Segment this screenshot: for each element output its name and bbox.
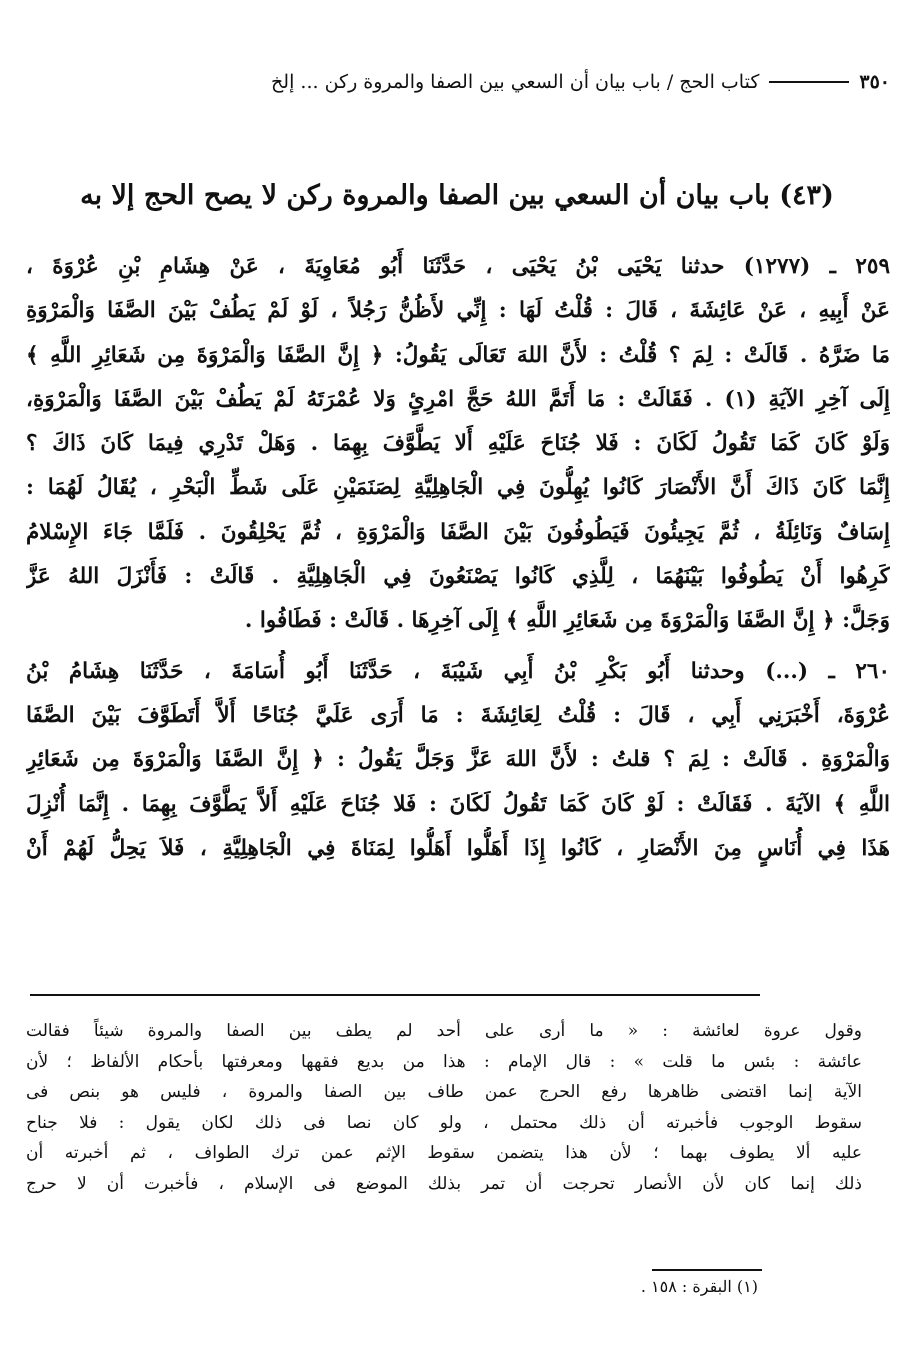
- hadith-line: اللَّهِ ﴾ الآيَةَ . فَقَالَتْ : لَوْ كَانَ كَمَا تَقُولُ لَكَانَ : فَلا جُنَاحَ عَلَيْهِ أَلاَّ يَطَّوَّفَ بِهِمَا . إِنَّمَا أُنْزِلَ: [26, 791, 890, 817]
- footnote: (١) البقرة : ١٥٨ .: [640, 1277, 758, 1296]
- hadith-line: كَرِهُوا أَنْ يَطُوفُوا بَيْنَهُمَا ، لِلَّذِي كَانُوا يَصْنَعُونَ فِي الْجَاهِلِيَّةِ . قَالَتْ : فَأَنْزَلَ اللهُ عَزَّ: [26, 564, 890, 590]
- header-title: كتاب الحج / باب بيان أن السعي بين الصفا والمروة ركن ... إلخ: [271, 71, 760, 93]
- hadith-line: ٢٦٠ ـ (...) وحدثنا أَبُو بَكْرِ بْنُ أَبِي شَيْبَةَ ، حَدَّثَنَا أَبُو أُسَامَةَ ، حَدَّثَنَا هِشَامُ بْنُ: [26, 658, 890, 684]
- hadith-line: عَنْ أَبِيهِ ، عَنْ عَائِشَةَ ، قَالَ : قُلْتُ لَهَا : إِنِّي لأَظُنُّ رَجُلاً ، لَوْ لَمْ يَطُفْ بَيْنَ الصَّفَا وَالْمَرْوَةِ: [26, 298, 890, 324]
- commentary-text: [26, 1016, 862, 1200]
- commentary-separator: [30, 994, 760, 996]
- footnote-separator: [652, 1269, 762, 1271]
- commentary-line: عائشة : بئس ما قلت » : قال الإمام : هذا من بديع فقهها ومعرفتها بأحكام الألفاظ ؛ لأن: [26, 1051, 862, 1072]
- hadith-line: عُرْوَةَ، أَخْبَرَنِي أَبِي ، قَالَ : قُلْتُ لِعَائِشَةَ : مَا أَرَى عَلَيَّ جُنَاحًا أَلاَّ أَتَطَوَّفَ بَيْنَ الصَّفَا: [26, 702, 890, 728]
- hadith-line: مَا ضَرَّهُ . قَالَتْ : لِمَ ؟ قُلْتُ : لأَنَّ اللهَ تَعَالَى يَقُولُ: ﴿ إِنَّ الصَّفَا وَالْمَرْوَةَ مِن شَعَائِرِ اللَّهِ ﴾: [26, 342, 890, 368]
- chapter-title: (٤٣) باب بيان أن السعي بين الصفا والمروة ركن لا يصح الحج إلا به: [80, 180, 834, 211]
- hadith-line: وَالْمَرْوَةِ . قَالَتْ : لِمَ ؟ قلتُ : لأَنَّ اللهَ عَزَّ وَجَلَّ يَقُولُ : ﴿ إِنَّ الصَّفَا وَالْمَرْوَةَ مِن شَعَائِرِ: [26, 747, 890, 773]
- commentary-line: الآية إنما اقتضى ظاهرها رفع الحرج عمن طاف بين الصفا والمروة ، فليس هو بنص فى: [26, 1082, 862, 1103]
- commentary-line: ذلك إنما كان لأن الأنصار تحرجت أن تمر بذلك الموضع فى الإسلام ، فأخبرت أن لا حرج: [26, 1173, 862, 1194]
- running-header: [22, 62, 890, 102]
- hadith-line: إِلَى آخِرِ الآيَةِ (١) . فَقَالَتْ : مَا أَتَمَّ اللهُ حَجَّ امْرِئٍ وَلا عُمْرَتَهُ لَمْ يَطُفْ بَيْنَ الصَّفَا وَالْمَرْوَةِ،: [26, 386, 890, 412]
- page-number: ٣٥٠: [859, 71, 890, 93]
- hadith-line: إِنَّمَا كَانَ ذَاكَ أَنَّ الأَنْصَارَ كَانُوا يُهِلُّونَ فِي الْجَاهِلِيَّةِ لِصَنَمَيْنِ عَلَى شَطِّ الْبَحْرِ ، يُقَالُ لَهُمَا :: [26, 475, 890, 501]
- hadith-line: ٢٥٩ ـ (١٢٧٧) حدثنا يَحْيَى بْنُ يَحْيَى ، حَدَّثَنَا أَبُو مُعَاوِيَةَ ، عَنْ هِشَامِ بْنِ عُرْوَةَ ،: [26, 254, 890, 279]
- hadith-text: [26, 245, 890, 871]
- hadith-line: وَلَوْ كَانَ كَمَا تَقُولُ لَكَانَ : فَلا جُنَاحَ عَلَيْهِ أَلا يَطَّوَّفَ بِهِمَا . وَهَلْ تَدْرِي فِيمَا كَانَ ذَاكَ ؟: [26, 431, 890, 457]
- commentary-line: وقول عروة لعائشة : « ما أرى على أحد لم يطف بين الصفا والمروة شيئاً فقالت: [26, 1021, 862, 1041]
- hadith-line: إِسَافٌ وَنَائِلَةُ ، ثُمَّ يَجِيئُونَ فَيَطُوفُونَ بَيْنَ الصَّفَا وَالْمَرْوَةِ ، ثُمَّ يَحْلِقُونَ . فَلَمَّا جَاءَ الإِسْلامُ: [26, 519, 890, 545]
- header-rule: [769, 81, 849, 83]
- commentary-line: عليه ألا يطوف بهما ؛ لأن هذا يتضمن سقوط الإثم عمن ترك الطواف ، ثم أخبرته أن: [26, 1143, 862, 1164]
- hadith-line: هَذَا فِي أُنَاسٍ مِنَ الأَنْصَارِ ، كَانُوا إِذَا أَهَلُّوا أَهَلُّوا لِمَنَاةَ فِي الْجَاهِلِيَّةِ ، فَلاَ يَحِلُّ لَهُمْ أَنْ: [26, 835, 890, 861]
- commentary-line: سقوط الوجوب فأخبرته أن ذلك محتمل ، ولو كان نصا فى ذلك لكان يقول : فلا جناح: [26, 1112, 862, 1133]
- hadith-line: وَجَلَّ: ﴿ إِنَّ الصَّفَا وَالْمَرْوَةَ مِن شَعَائِرِ اللَّهِ ﴾ إِلَى آخِرِهَا . قَالَتْ : فَطَافُوا .: [244, 608, 890, 634]
